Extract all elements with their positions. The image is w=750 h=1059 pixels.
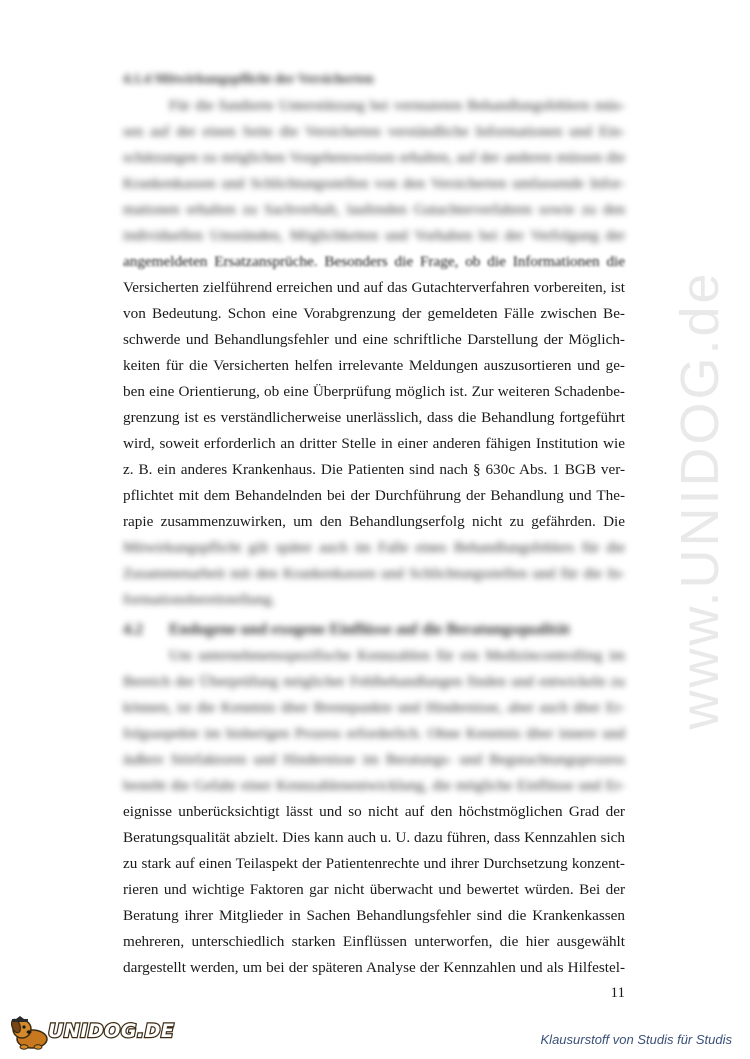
section-1: [123, 67, 625, 613]
unidog-logo[interactable]: [8, 1014, 175, 1050]
paragraph-line: schätzungen zu möglichen Vorgehensweisen erhalten, auf der anderen müssen die: [123, 149, 625, 166]
paragraph-line: pflichtet mit dem Behandelnden bei der Durchführung der Behandlung und The-: [123, 487, 625, 504]
paragraph-line: folgsaspekte im bisherigen Prozess erforderlich. Ohne Kenntnis über innere und: [123, 725, 625, 742]
paragraph-line: keiten für die Versicherten helfen irrelevante Meldungen auszusortieren und ge-: [123, 357, 625, 374]
section-number: 4.2: [123, 621, 143, 638]
paragraph-line: Versicherten zielführend erreichen und auf das Gutachterverfahren vorbereiten, ist: [123, 279, 625, 296]
paragraph-line: Krankenkassen und Schlichtungsstellen von den Versicherten umfassende Infor-: [123, 175, 625, 192]
paragraph-line: Um unternehmensspezifische Kennzahlen für ein Medizincontrolling im: [169, 647, 625, 664]
paragraph-line: besteht die Gefahr einer Kennzahlenentwicklung, die mögliche Einflüsse und Er-: [123, 777, 625, 794]
paragraph-line: mationen erhalten zu Sachverhalt, laufenden Gutachterverfahren sowie zu den: [123, 201, 625, 218]
paragraph-line: äußere Störfaktoren und Hindernisse im Beratungs- und Begutachtungsprozess: [123, 751, 625, 768]
paragraph-line: Bereich der Überprüfung möglicher Fehlbehandlungen finden und entwickeln zu: [123, 673, 625, 690]
logo-wordmark: UNIDOG.DE: [48, 1020, 175, 1042]
paragraph-line: mehreren, unterschiedlich starken Einflüssen unterworfen, die hier ausgewählt: [123, 933, 625, 950]
paragraph-line: z. B. ein anderes Krankenhaus. Die Patienten sind nach § 630c Abs. 1 BGB ver-: [123, 461, 625, 478]
paragraph-line: Beratung ihrer Mitglieder in Sachen Behandlungsfehler sind die Krankenkassen: [123, 907, 625, 924]
paragraph-line: ben eine Orientierung, ob eine Überprüfung möglich ist. Zur weiteren Schadenbe-: [123, 383, 625, 400]
paragraph-line: individuellen Umständen, Möglichkeiten und Vorhaben bei der Verfolgung der: [123, 227, 625, 244]
paragraph-line: rapie zusammenzuwirken, um den Behandlungserfolg nicht zu gefährden. Die: [123, 513, 625, 530]
paragraph-line: wird, soweit erforderlich an dritter Stelle in einer anderen fähigen Institution wie: [123, 435, 625, 452]
paragraph-line: von Bedeutung. Schon eine Vorabgrenzung der gemeldeten Fälle zwischen Be-: [123, 305, 625, 322]
footer-tagline: Klausurstoff von Studis für Studis: [540, 1032, 732, 1047]
section-heading: [123, 617, 625, 643]
paragraph-line: grenzung ist es verständlicherweise unerlässlich, dass die Behandlung fortgeführt: [123, 409, 625, 426]
paragraph-line: formationsbereitstellung.: [123, 591, 276, 608]
section-heading: 4.1.4 Mitwirkungspflicht der Versicherten: [123, 72, 374, 87]
paragraph-line: dargestellt werden, um bei der späteren Analyse der Kennzahlen und als Hilfestel-: [123, 959, 625, 976]
paragraph-line: zu stark auf einen Teilaspekt der Patientenrechte und ihrer Durchsetzung konzent-: [123, 855, 625, 872]
paragraph-line: können, ist die Kenntnis über Brennpunkte und Hindernisse, aber auch über Er-: [123, 699, 625, 716]
section-2: [123, 617, 625, 981]
section-title: Endogene und exogene Einflüsse auf die Beratungsqualität: [169, 621, 570, 638]
paragraph-line: angemeldeten Ersatzansprüche. Besonders die Frage, ob die Informationen die: [123, 253, 625, 270]
paragraph-line: Mitwirkungspflicht gilt später auch im Falle eines Behandlungsfehlers für die: [123, 539, 625, 556]
paragraph-line: rieren und wichtige Faktoren gar nicht überwacht und bewertet würden. Bei der: [123, 881, 625, 898]
paragraph-line: Beratungsqualität abzielt. Dies kann auch u. U. dazu führen, dass Kennzahlen sich: [123, 829, 625, 846]
paragraph-line: sen auf der einen Seite die Versicherten verständliche Informationen und Ein-: [123, 123, 625, 140]
paragraph-line: Zusammenarbeit mit den Krankenkassen und Schlichtungsstellen und für die In-: [123, 565, 625, 582]
paragraph-line: Für die fundierte Unterstützung bei vermuteten Behandlungsfehlern müs-: [169, 97, 625, 114]
paragraph-line: eignisse unberücksichtigt lässt und so nicht auf den höchstmöglichen Grad der: [123, 803, 625, 820]
paragraph-line: schwerde und Behandlungsfehler und eine schriftliche Darstellung der Möglich-: [123, 331, 625, 348]
page-number: 11: [610, 985, 625, 1001]
watermark: www.UNIDOG.de: [670, 270, 730, 730]
